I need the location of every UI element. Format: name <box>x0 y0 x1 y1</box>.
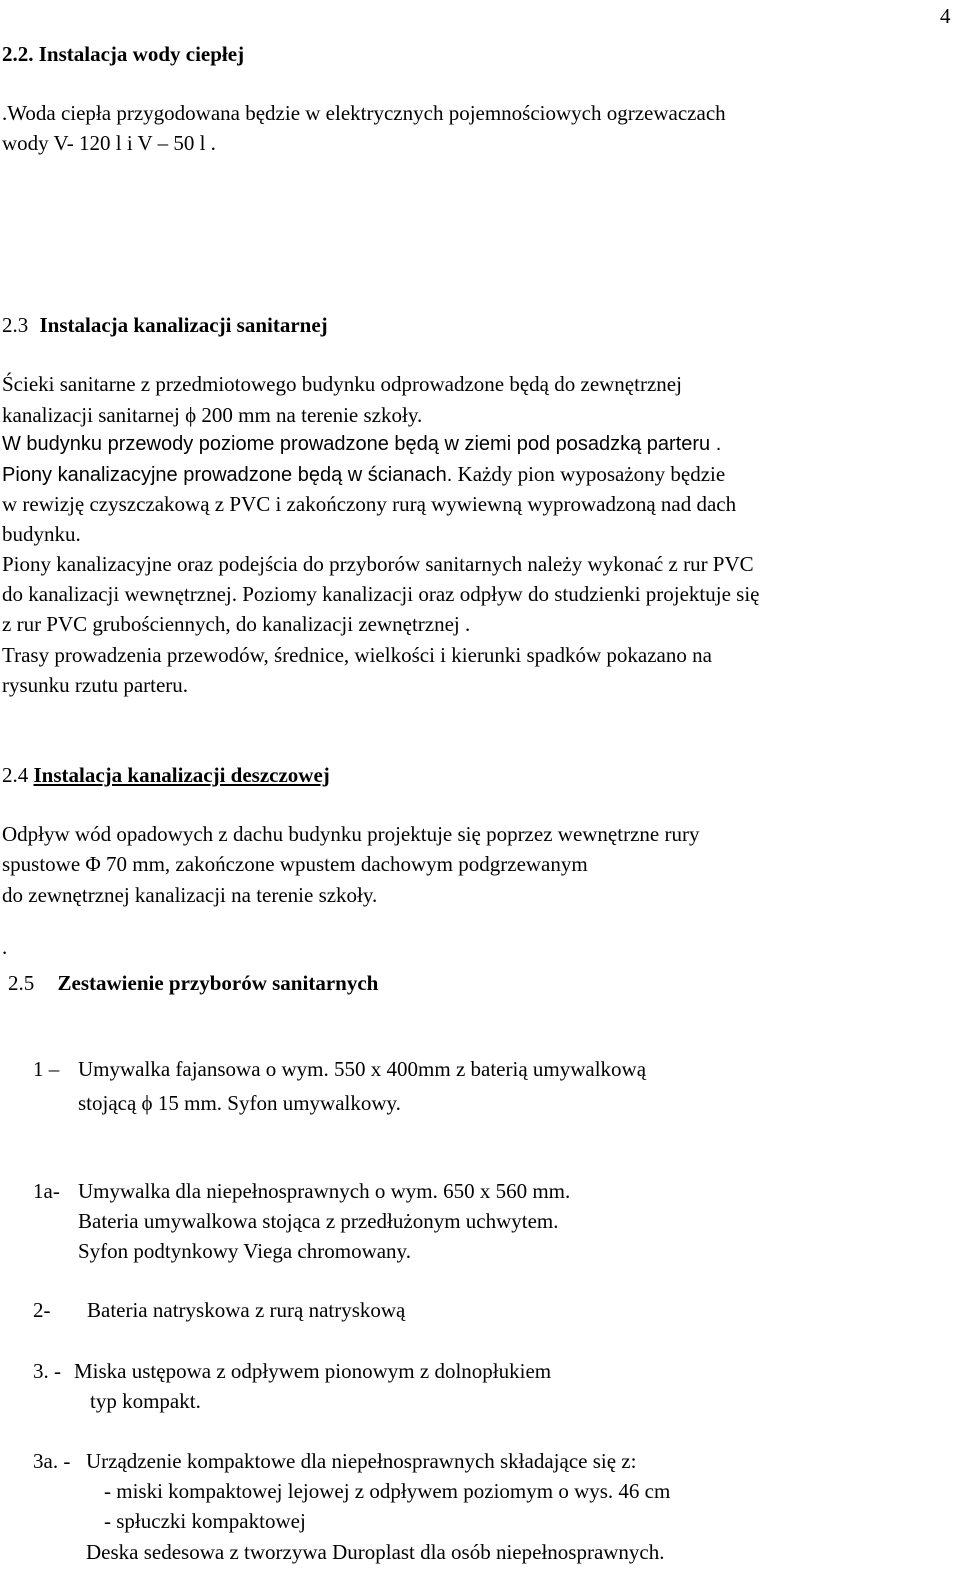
list-item-marker: 3. - <box>33 1359 61 1383</box>
section-2-4-heading <box>2 763 330 787</box>
list-item-line: - miski kompaktowej lejowej z odpływem poziomym o wys. 46 cm <box>104 1479 671 1503</box>
paragraph-line: kanalizacji sanitarnej ϕ 200 mm na terenie szkoły. <box>2 403 423 427</box>
paragraph-line: rysunku rzutu parteru. <box>2 673 189 697</box>
stray-dot: . <box>2 935 8 959</box>
paragraph-line: wody V- 120 l i V – 50 l . <box>2 131 216 155</box>
list-item-line: typ kompakt. <box>90 1389 201 1413</box>
section-number: 2.5 <box>8 971 35 995</box>
paragraph-line: spustowe Φ 70 mm, zakończone wpustem dachowym podgrzewanym <box>2 852 588 876</box>
paragraph-line <box>2 462 725 487</box>
list-item-line: Umywalka dla niepełnosprawnych o wym. 650 x 560 mm. <box>78 1179 571 1203</box>
list-item-line: Bateria natryskowa z rurą natryskową <box>87 1298 406 1322</box>
page-number: 4 <box>940 4 951 28</box>
list-item-marker: 2- <box>33 1298 51 1322</box>
section-title: Instalacja kanalizacji deszczowej <box>33 763 330 787</box>
paragraph-line: Piony kanalizacyjne oraz podejścia do przyborów sanitarnych należy wykonać z rur PVC <box>2 552 754 576</box>
list-item-line: Umywalka fajansowa o wym. 550 x 400mm z baterią umywalkową <box>78 1057 647 1081</box>
line-part: Każdy pion wyposażony będzie <box>452 462 726 486</box>
section-title: Zestawienie przyborów sanitarnych <box>57 971 379 995</box>
list-item-marker: 3a. - <box>33 1449 71 1473</box>
list-item-line: Bateria umywalkowa stojąca z przedłużonym uchwytem. <box>78 1209 559 1233</box>
list-item-marker: 1a- <box>33 1179 60 1203</box>
section-2-2-heading <box>2 42 244 66</box>
paragraph-line: Trasy prowadzenia przewodów, średnice, wielkości i kierunki spadków pokazano na <box>2 643 712 667</box>
section-2-3-heading <box>2 313 328 337</box>
line-part: Piony kanalizacyjne prowadzone będą w ścianach. <box>2 464 453 486</box>
list-item-line: - spłuczki kompaktowej <box>104 1509 306 1533</box>
paragraph-line: .Woda ciepła przygodowana będzie w elektrycznych pojemnościowych ogrzewaczach <box>2 101 726 125</box>
section-number: 2.3 <box>2 313 29 337</box>
paragraph-line: w rewizję czyszczakową z PVC i zakończony rurą wywiewną wyprowadzoną nad dach <box>2 492 737 516</box>
paragraph-line: Ścieki sanitarne z przedmiotowego budynku odprowadzone będą do zewnętrznej <box>2 372 682 396</box>
list-item-line: stojącą ϕ 15 mm. Syfon umywalkowy. <box>78 1091 401 1115</box>
section-number: 2.2. <box>2 42 34 66</box>
paragraph-line: do zewnętrznej kanalizacji na terenie szkoły. <box>2 883 378 907</box>
list-item-line: Syfon podtynkowy Viega chromowany. <box>78 1239 411 1263</box>
list-item-line: Miska ustępowa z odpływem pionowym z dolnopłukiem <box>74 1359 552 1383</box>
section-number: 2.4 <box>2 763 29 787</box>
paragraph-line: z rur PVC grubościennych, do kanalizacji zewnętrznej . <box>2 612 471 636</box>
list-item-line: Urządzenie kompaktowe dla niepełnosprawnych składające się z: <box>86 1449 637 1473</box>
line-part: Poziomy kanalizacji oraz odpływ do studzienki projektuje się <box>236 582 760 606</box>
paragraph-line: budynku. <box>2 522 81 546</box>
section-2-5-heading <box>8 971 378 995</box>
list-item-marker: 1 – <box>33 1057 60 1081</box>
list-item-line: Deska sedesowa z tworzywa Duroplast dla osób niepełnosprawnych. <box>86 1540 665 1564</box>
line-part: do kanalizacji wewnętrznej. <box>2 582 237 606</box>
paragraph-line <box>2 582 760 606</box>
section-title: Instalacja kanalizacji sanitarnej <box>39 313 328 337</box>
paragraph-line: W budynku przewody poziome prowadzone będą w ziemi pod posadzką parteru . <box>2 433 722 455</box>
paragraph-line: Odpływ wód opadowych z dachu budynku projektuje się poprzez wewnętrzne rury <box>2 822 700 846</box>
section-title: Instalacja wody ciepłej <box>38 42 245 66</box>
